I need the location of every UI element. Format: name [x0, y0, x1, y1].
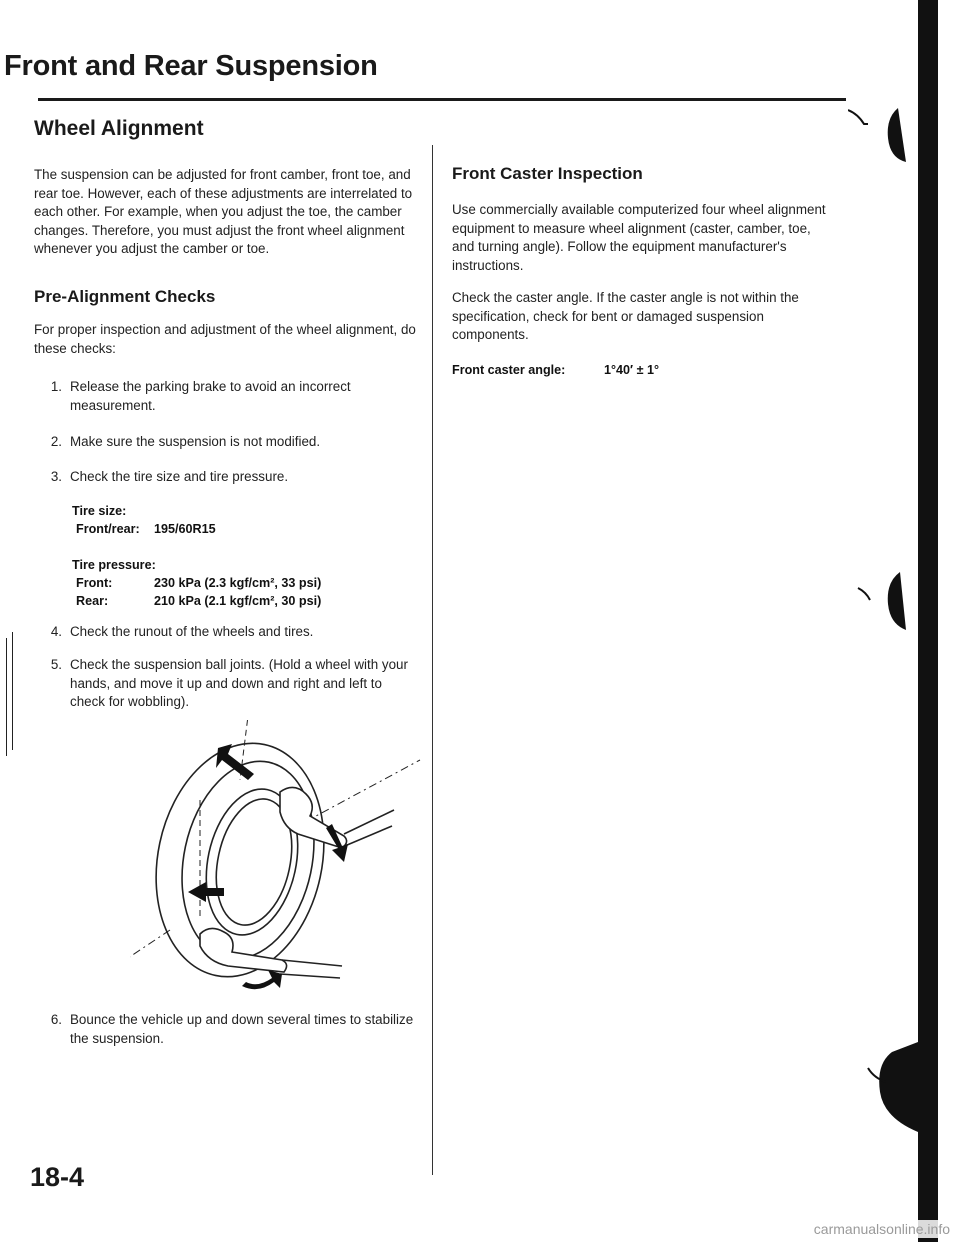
intro-paragraph: The suspension can be adjusted for front camber, front toe, and rear toe. However, each of these adjustments are interrelated to each other. For example, when you adjust the toe, the camber changes. Therefore, you must adjust the front wheel alignment whenever you adjust the camber or toe. — [34, 167, 413, 257]
tire-size-front-rear-label: Front/rear: — [76, 522, 140, 536]
step-number: 1. — [50, 379, 62, 394]
tire-pressure-label: Tire pressure: — [72, 558, 156, 572]
subheading-pre-alignment: Pre-Alignment Checks — [34, 287, 216, 306]
page-number: 18-4 — [30, 1162, 85, 1192]
title-rule — [38, 98, 846, 101]
rear-pressure-label: Rear: — [76, 594, 109, 608]
caster-paragraph-2: Check the caster angle. If the caster angle is not within the specification, check for bent or damaged suspension components. — [452, 290, 799, 343]
step-number: 4. — [50, 624, 62, 639]
section-heading-caster: Front Caster Inspection — [452, 164, 643, 183]
step-text: Check the tire size and tire pressure. — [70, 469, 289, 484]
step-text: Bounce the vehicle up and down several times to stabilize the suspension. — [70, 1012, 414, 1046]
front-pressure-label: Front: — [76, 576, 113, 590]
tire-inner — [165, 749, 332, 971]
scan-margin-marks — [848, 108, 918, 1242]
pre-alignment-text: For proper inspection and adjustment of the wheel alignment, do these checks: — [34, 322, 416, 356]
tire-size-label: Tire size: — [72, 504, 127, 518]
step-number: 3. — [50, 469, 62, 484]
section-heading-wheel-alignment: Wheel Alignment — [34, 117, 204, 140]
page-binding-edge — [918, 0, 938, 1242]
step-number: 5. — [50, 657, 62, 672]
step-text: Make sure the suspension is not modified. — [70, 434, 321, 449]
step-number: 6. — [50, 1012, 62, 1027]
column-divider — [432, 145, 433, 1175]
tire-size-value: 195/60R15 — [154, 522, 216, 536]
front-pressure-value: 230 kPa (2.3 kgf/cm², 33 psi) — [154, 576, 322, 590]
step-text: Check the runout of the wheels and tires. — [70, 624, 314, 639]
wheel-check-illustration — [130, 720, 430, 990]
left-binding-line — [6, 638, 7, 756]
arrow-up-left — [216, 744, 254, 780]
caster-spec-value: 1°40′ ± 1° — [604, 363, 660, 377]
caster-paragraph-1: Use commercially available computerized four wheel alignment equipment to measure wheel alignment (caster, camber, toe, and turning angle). Follow the equipment manufacturer's instructions. — [452, 202, 826, 273]
left-binding-line — [12, 632, 13, 750]
step-text: Release the parking brake to avoid an incorrect measurement. — [70, 379, 351, 413]
watermark: carmanualsonline.info — [810, 1220, 954, 1238]
step-text: Check the suspension ball joints. (Hold a wheel with your hands, and move it up and down and right and left to check for wobbling). — [70, 657, 408, 710]
rear-pressure-value: 210 kPa (2.1 kgf/cm², 30 psi) — [154, 594, 322, 608]
caster-spec-label: Front caster angle: — [452, 363, 566, 377]
page-title: Front and Rear Suspension — [4, 50, 378, 82]
step-number: 2. — [50, 434, 62, 449]
